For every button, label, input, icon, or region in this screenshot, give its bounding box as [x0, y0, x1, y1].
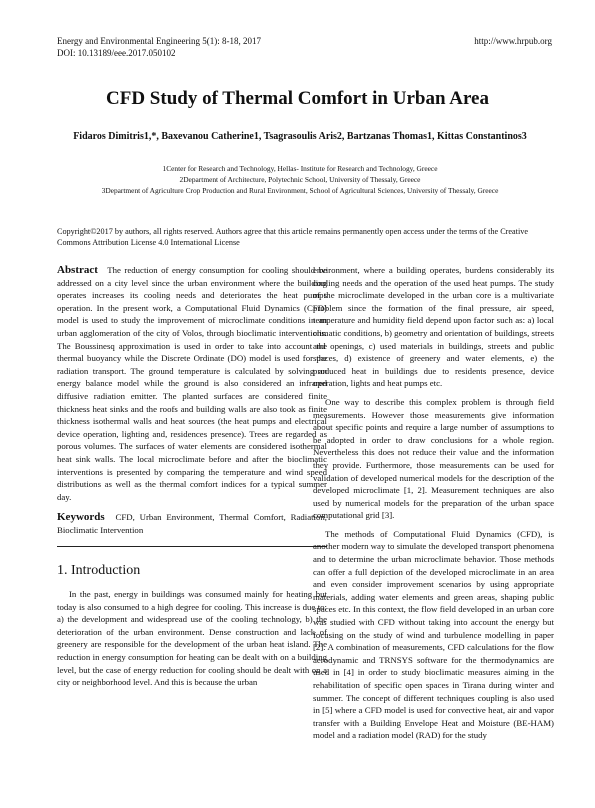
- affiliation-3: 3Department of Agriculture Crop Production and Rural Environment, School of Agricultural Sciences, University of Thessaly, Greece: [101, 186, 499, 195]
- abstract: [57, 264, 327, 503]
- body-paragraph-3: The methods of Computational Fluid Dynamics (CFD), is another modern way to simulate the developed transport phenomena and to determine the urban microclimate behavior. Those methods can offer a full depiction of the developed microclimate in an area and even consider improvement scenarios by using appropriate materials, adding water elements and green areas, shaping public spaces etc. In this context, the flow field developed in an urban core was studied with CFD without taking into account the energy but focusing on the study of wind and turbulence modelling in paper [2]. A combination of measurements, CFD calculations for the flow aerodynamic and TRNSYS software for the thermodynamics are used in [4] in order to study bioclimatic measures aiming in the rehabilitation of specific open spaces in Tirana during winter and summer. The concept of different techniques coupling is also used in [5] where a CFD model is used for convective heat, air and vapor transfer with a Building Envelope Heat and Moisture (BE-HAM) model and a radiation model (RAD) for the study: [313, 528, 554, 741]
- keywords-text: CFD, Urban Environment, Thermal Comfort, Radiation, Bioclimatic Intervention: [57, 512, 327, 535]
- paper-title: CFD Study of Thermal Comfort in Urban Area: [106, 88, 489, 109]
- copyright-notice: Copyright©2017 by authors, all rights reserved. Authors agree that this article remains permanently open access under the terms of the Creative Commons Attribution License 4.0 International License: [57, 227, 528, 247]
- section-heading: 1. Introduction: [57, 563, 141, 579]
- journal-url[interactable]: http://www.hrpub.org: [474, 36, 552, 46]
- keywords: [57, 511, 327, 536]
- affiliation-2: 2Department of Architecture, Polytechnic School, University of Thessaly, Greece: [179, 175, 421, 184]
- body-paragraph-2: One way to describe this complex problem is through field measurements. However those measurements give information about specific points and require a large number of assumptions to be adopted in order to draw conclusions for a whole region. Nevertheless this does not reduce their value and the information they provide. Furthermore, those measurements can be used for validation of developed numerical models for the description of the developed microclimate [1, 2]. Measurement techniques are also used by numerical models for the preparation of the urban space computational grid [3].: [313, 396, 554, 521]
- affiliations: [30, 163, 570, 196]
- author-list: Fidaros Dimitris1,*, Baxevanou Catherine1, Tsagrasoulis Aris2, Bartzanas Thomas1, Kittas Constantinos3: [73, 131, 527, 142]
- abstract-label: Abstract: [57, 264, 98, 276]
- body-paragraph-1: environment, where a building operates, burdens considerably its cooling needs and the operation of the used heat pumps. The study of the microclimate developed in the urban core is a multivariate problem since the formation of the final pressure, air speed, temperature and humidity field depend upon factor such as: a) local climatic conditions, b) geometry and orientation of buildings, streets and openings, c) used materials in buildings, streets and public spaces, d) existence of greenery and water elements, e) the produced heat in buildings due to residents presence, device operation, lights and heat pumps etc.: [313, 265, 554, 389]
- abstract-text: The reduction of energy consumption for cooling should be addressed on a city level since the urban environment where the building operates increases its cooling needs and deteriorates the heat pumps operation. In the present work, a Computational Fluid Dynamics (CFD) model is used to study the improvement of microclimate conditions in an urban agglomeration of the city of Volos, through bioclimatic interventions. The Boussinesq approximation is used in order to take into account the thermal buoyancy while the Discrete Ordinate (DO) model is used for the radiation transport. The ground temperature is calculated by solving an energy balance model while the ground is also considered an infrared diffusive radiation emitter. The planted surfaces are considered finite thickness heat sinks and the roofs and building walls are also took as finite thickness isothermal walls and heat sources (the heat pumps and electrical device operation, lighting and, residences presence). Trees are regarded as porous volumes. The surfaces of water elements are considered isothermal heat sink walls. The local microclimate before and after the bioclimatic interventions is presented by comparing the temperature and wind speed distributions as well as the thermal comfort indices for a typical summer day.: [57, 265, 327, 502]
- affiliation-1: 1Center for Research and Technology, Hellas- Institute for Research and Technology, Greece: [162, 164, 438, 173]
- intro-paragraph-1: In the past, energy in buildings was consumed mainly for heating but today is also consumed to a high degree for cooling. This increase is due to: a) the development and widespread use of the cooling technology, b) the deterioration of the urban environment. Dense construction and lack of greenery are responsible for the development of the urban heat island. The reduction in energy consumption for heating can be dealt with on a building level, but the case of energy reduction for cooling should be dealt with on a city or neighborhood level. And this is because the urban: [57, 589, 327, 688]
- journal-citation: Energy and Environmental Engineering 5(1): 8-18, 2017: [57, 36, 262, 46]
- doi: DOI: 10.13189/eee.2017.050102: [57, 48, 176, 58]
- section-divider: [57, 546, 327, 547]
- keywords-label: Keywords: [57, 511, 105, 524]
- right-column: [313, 264, 554, 748]
- left-column: [57, 264, 327, 695]
